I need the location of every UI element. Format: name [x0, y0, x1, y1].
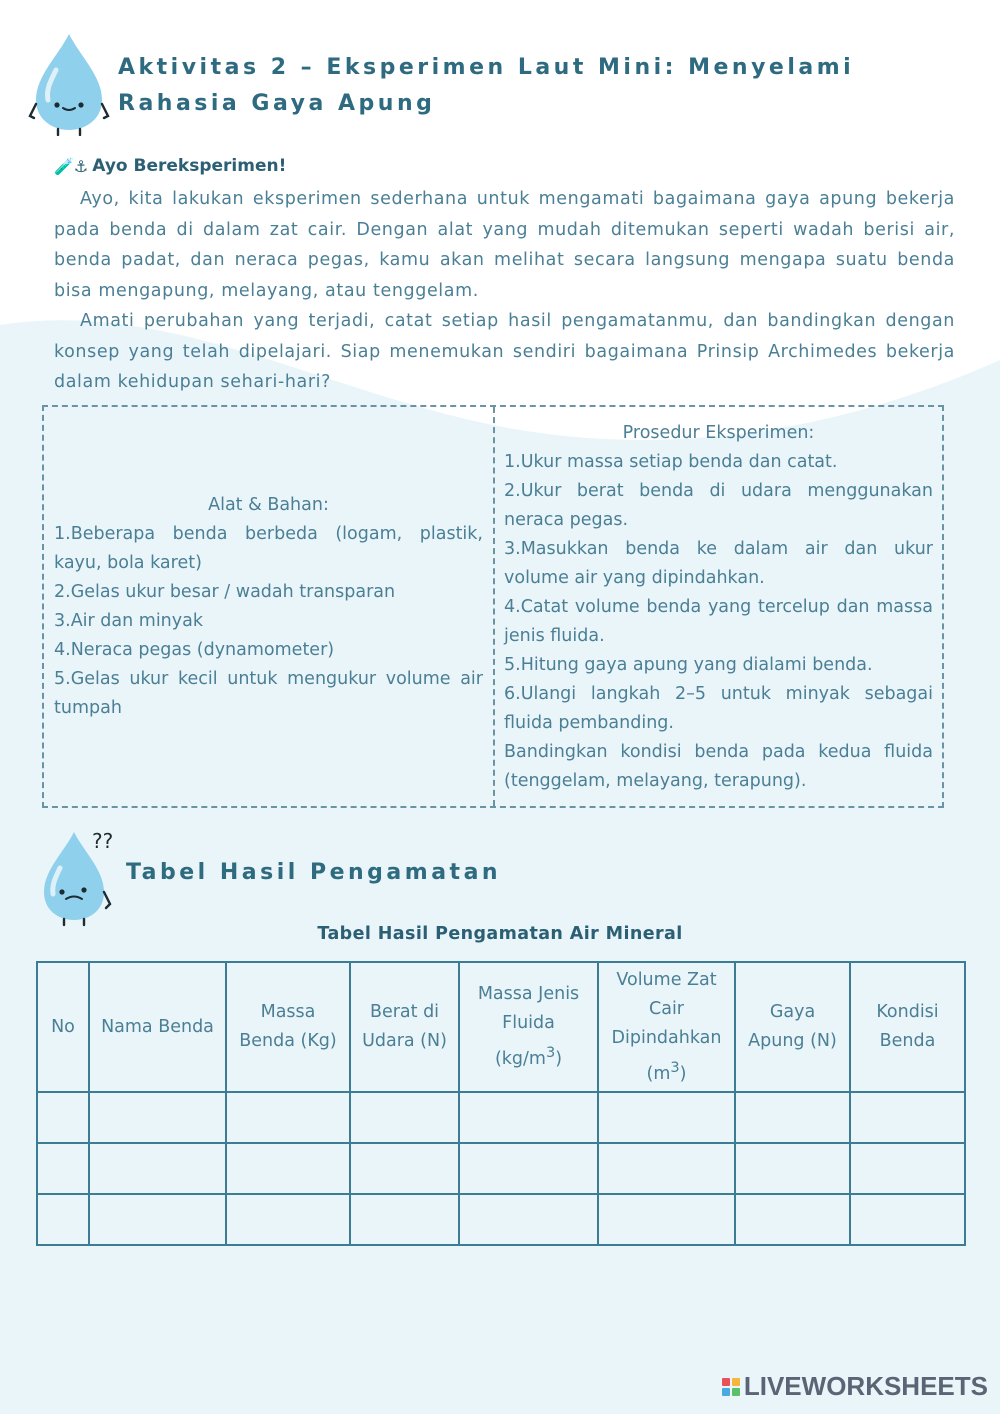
column-header-massa-jenis — [459, 962, 598, 1092]
massa-jenis-unit: (kg/m — [494, 1048, 546, 1069]
procedure-box — [495, 407, 942, 806]
table-cell[interactable] — [598, 1092, 735, 1143]
column-header-no: No — [37, 962, 89, 1092]
intro-paragraph-1: Ayo, kita lakukan eksperimen sederhana untuk mengamati bagaimana gaya apung bekerja pada benda di dalam zat cair. Dengan alat yang mudah ditemukan seperti wadah berisi air, benda padat, dan neraca pegas, kamu akan melihat secara langsung mengapa suatu benda bisa mengapung, melayang, atau tenggelam. — [54, 189, 955, 301]
column-header-gaya-apung: Gaya Apung (N) — [735, 962, 850, 1092]
procedure-step: Bandingkan kondisi benda pada kedua fluida (tenggelam, melayang, terapung). — [504, 742, 933, 791]
experiment-boxes — [42, 405, 944, 808]
table-cell[interactable] — [37, 1194, 89, 1245]
table-cell[interactable] — [735, 1092, 850, 1143]
section-heading-text: Ayo Bereksperimen! — [92, 156, 287, 176]
materials-item: 4.Neraca pegas (dynamometer) — [54, 639, 335, 660]
unit-close: ) — [679, 1063, 687, 1084]
logo-text: LIVEWORKSHEETS — [743, 1371, 988, 1401]
page-title — [118, 50, 958, 122]
unit-exponent: 3 — [545, 1044, 556, 1062]
table-cell[interactable] — [89, 1143, 226, 1194]
intro-paragraph-2: Amati perubahan yang terjadi, catat setiap hasil pengamatanmu, dan bandingkan dengan konsep yang telah dipelajari. Siap menemukan sendiri bagaimana Prinsip Archimedes bekerja dalam kehidupan sehari-hari? — [54, 311, 955, 392]
table-cell[interactable] — [37, 1092, 89, 1143]
procedure-step: 4.Catat volume benda yang tercelup dan massa jenis fluida. — [504, 597, 933, 646]
table-row — [37, 1143, 965, 1194]
materials-item: 1.Beberapa benda berbeda (logam, plastik, kayu, bola karet) — [54, 523, 483, 573]
table-cell[interactable] — [850, 1092, 965, 1143]
column-header-massa: Massa Benda (Kg) — [226, 962, 350, 1092]
table-row — [37, 1194, 965, 1245]
question-marks: ?? — [92, 829, 114, 853]
observation-table — [36, 961, 966, 1246]
table-cell[interactable] — [735, 1194, 850, 1245]
procedure-step: 1.Ukur massa setiap benda dan catat. — [504, 452, 838, 472]
column-header-volume — [598, 962, 735, 1092]
table-cell[interactable] — [350, 1143, 459, 1194]
table-section-title: Tabel Hasil Pengamatan — [126, 860, 502, 885]
table-cell[interactable] — [459, 1143, 598, 1194]
table-cell[interactable] — [226, 1194, 350, 1245]
procedure-step: 2.Ukur berat benda di udara menggunakan neraca pegas. — [504, 481, 933, 530]
unit-exponent: 3 — [670, 1058, 680, 1076]
test-tube-anchor-icon: 🧪⚓ — [54, 156, 89, 176]
procedure-step: 5.Hitung gaya apung yang dialami benda. — [504, 655, 873, 675]
table-cell[interactable] — [598, 1143, 735, 1194]
water-drop-mascot-icon — [28, 30, 110, 136]
materials-item: 3.Air dan minyak — [54, 610, 203, 631]
table-cell[interactable] — [89, 1092, 226, 1143]
table-cell[interactable] — [89, 1194, 226, 1245]
thinking-drop-mascot-icon — [38, 826, 128, 928]
materials-title: Alat & Bahan: — [208, 494, 329, 515]
table-cell[interactable] — [226, 1092, 350, 1143]
table-header-row — [37, 962, 965, 1092]
liveworksheets-logo-icon — [722, 1378, 740, 1396]
volume-unit: (m — [646, 1063, 671, 1084]
table-cell[interactable] — [350, 1194, 459, 1245]
column-header-berat: Berat di Udara (N) — [350, 962, 459, 1092]
table-cell[interactable] — [850, 1143, 965, 1194]
table-cell[interactable] — [598, 1194, 735, 1245]
table-row — [37, 1092, 965, 1143]
column-header-nama-benda: Nama Benda — [89, 962, 226, 1092]
liveworksheets-logo — [722, 1371, 988, 1402]
table-cell[interactable] — [37, 1143, 89, 1194]
procedure-step: 3.Masukkan benda ke dalam air dan ukur volume air yang dipindahkan. — [504, 539, 933, 588]
procedure-step: 6.Ulangi langkah 2–5 untuk minyak sebagai fluida pembanding. — [504, 684, 933, 733]
table-cell[interactable] — [459, 1194, 598, 1245]
column-header-kondisi: Kondisi Benda — [850, 962, 965, 1092]
volume-label: Volume Zat Cair Dipindahkan — [611, 969, 722, 1048]
table-cell[interactable] — [735, 1143, 850, 1194]
section-heading — [54, 156, 286, 176]
procedure-title: Prosedur Eksperimen: — [622, 423, 815, 443]
title-line-2: Rahasia Gaya Apung — [118, 91, 436, 116]
intro-text — [54, 184, 955, 398]
materials-box — [44, 407, 495, 806]
table-cell[interactable] — [459, 1092, 598, 1143]
unit-close: ) — [555, 1048, 563, 1069]
table-cell[interactable] — [226, 1143, 350, 1194]
materials-item: 5.Gelas ukur kecil untuk mengukur volume air tumpah — [54, 668, 483, 718]
table-cell[interactable] — [850, 1194, 965, 1245]
title-line-1: Aktivitas 2 – Eksperimen Laut Mini: Menyelami — [118, 55, 855, 80]
massa-jenis-label: Massa Jenis Fluida — [477, 984, 580, 1034]
materials-item: 2.Gelas ukur besar / wadah transparan — [54, 581, 396, 602]
table-caption: Tabel Hasil Pengamatan Air Mineral — [317, 924, 683, 944]
table-cell[interactable] — [350, 1092, 459, 1143]
